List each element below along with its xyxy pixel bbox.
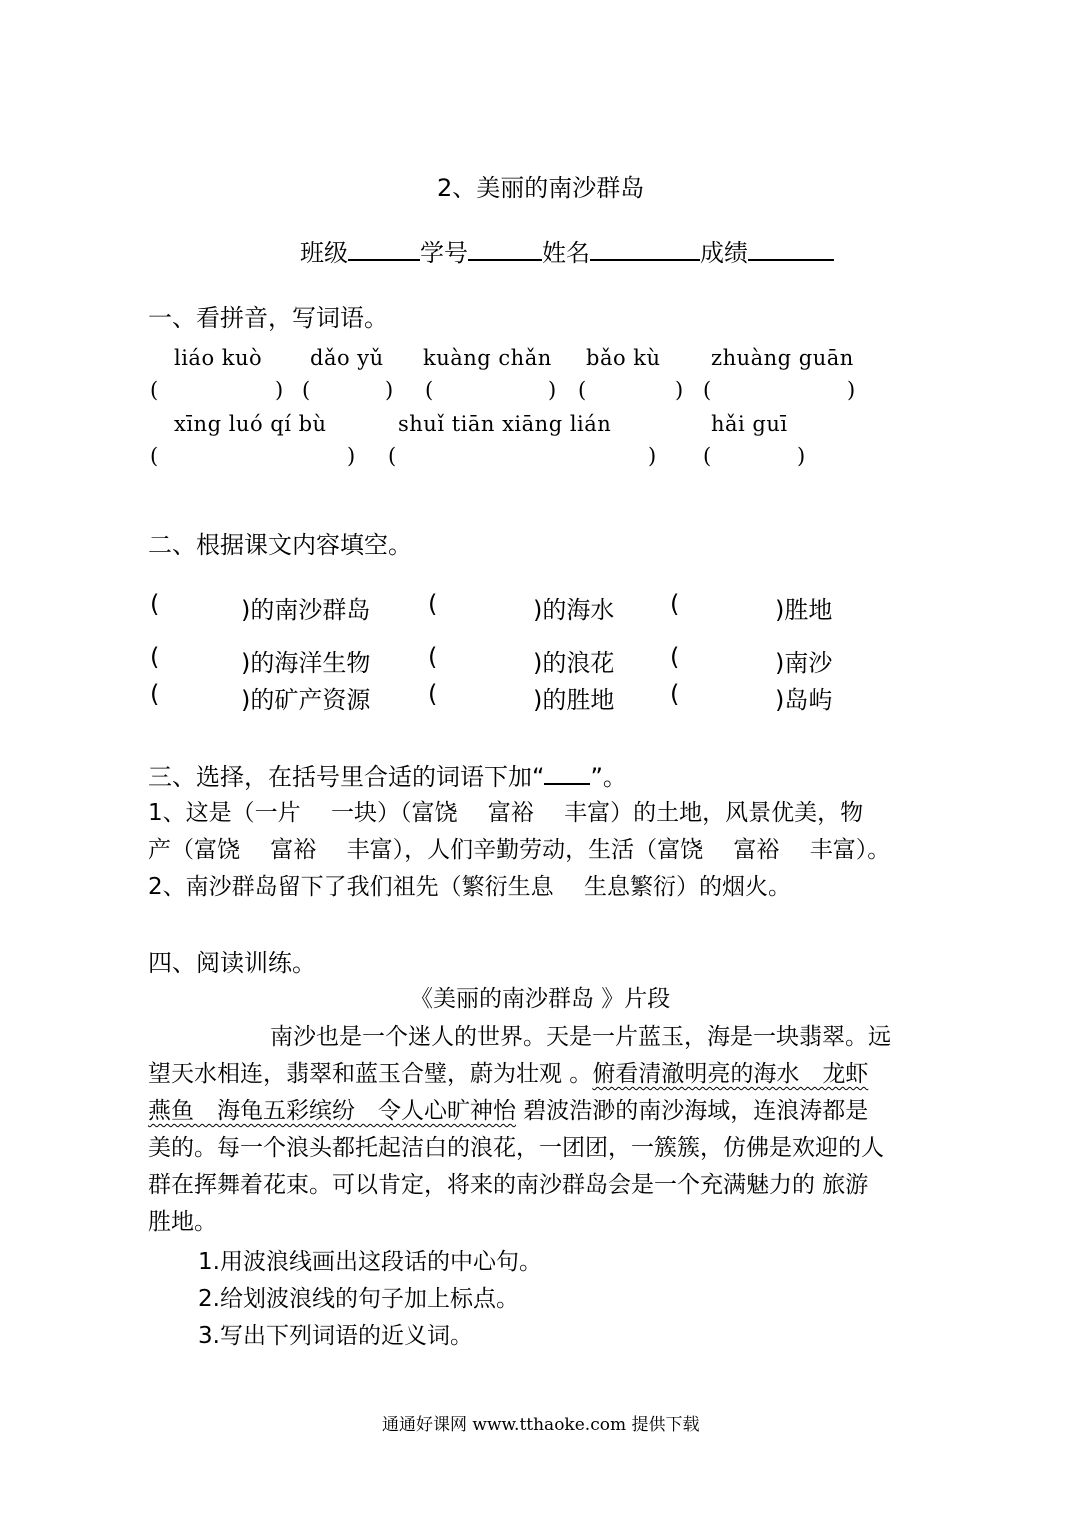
- fill-item: )的海洋生物: [241, 649, 371, 677]
- fill-item: )岛屿: [775, 686, 833, 714]
- fill-item: )的浪花: [533, 649, 615, 677]
- question-line: 2、南沙群岛留下了我们祖先（繁衍生息 生息繁衍）的烟火。: [148, 874, 791, 900]
- fill-item-text: 的胜地: [542, 686, 615, 714]
- section1-heading: 一、看拼音，写词语。: [148, 304, 388, 332]
- fill-item: )的胜地: [533, 686, 615, 714]
- fill-item-text: 的南沙群岛: [250, 596, 371, 624]
- fill-item-text: 胜地: [784, 596, 833, 624]
- answer-paren-open: (: [703, 378, 712, 402]
- fill-paren: (: [150, 643, 160, 671]
- answer-paren-open: (: [578, 378, 587, 402]
- answer-paren-close: ): [347, 444, 356, 468]
- fill-paren: (: [670, 680, 680, 708]
- section4-heading: 四、阅读训练。: [148, 949, 316, 977]
- fill-paren: (: [670, 590, 680, 618]
- wavy-sentence: 俯看清澈明亮的海水 龙虾: [592, 1061, 869, 1087]
- section3-heading-post: ”。: [590, 763, 627, 791]
- passage-text: 碧波浩渺的南沙海域，连浪涛都是: [516, 1098, 869, 1124]
- reading-question: 2.给划波浪线的句子加上标点。: [198, 1286, 519, 1312]
- fill-item-text: 岛屿: [784, 686, 833, 714]
- fill-paren: (: [428, 680, 438, 708]
- wavy-sentence: 燕鱼 海龟五彩缤纷 令人心旷神怡: [148, 1098, 516, 1124]
- section3-heading-pre: 三、选择，在括号里合适的词语下加“: [148, 763, 545, 791]
- answer-paren-close: ): [797, 444, 806, 468]
- fill-item-text: 的海洋生物: [250, 649, 371, 677]
- question-line: 产（富饶 富裕 丰富），人们辛勤劳动，生活（富饶 富裕 丰富）。: [148, 837, 891, 863]
- student-info-line: [300, 233, 834, 268]
- class-label: 班级: [300, 239, 348, 267]
- name-label: 姓名: [542, 239, 590, 267]
- passage-line: 美的。每一个浪头都托起洁白的浪花，一团团，一簇簇，仿佛是欢迎的人: [148, 1135, 884, 1161]
- score-blank[interactable]: [748, 237, 834, 261]
- fill-item: )的南沙群岛: [241, 596, 371, 624]
- underline-sample: [544, 765, 590, 785]
- fill-item: )南沙: [775, 649, 833, 677]
- fill-item: )胜地: [775, 596, 833, 624]
- fill-item-text: 南沙: [784, 649, 833, 677]
- answer-paren-open: (: [150, 378, 159, 402]
- pinyin-item: xīng luó qí bù: [174, 412, 327, 436]
- question-line: 1、这是（一片 一块）（富饶 富裕 丰富）的土地，风景优美，物: [148, 800, 864, 826]
- fill-item-text: 的海水: [542, 596, 615, 624]
- fill-paren: (: [150, 590, 160, 618]
- number-blank[interactable]: [468, 237, 542, 261]
- answer-paren-close: ): [548, 378, 557, 402]
- section2-heading: 二、根据课文内容填空。: [148, 531, 412, 559]
- answer-paren-open: (: [150, 444, 159, 468]
- page-title: 2、美丽的南沙群岛: [437, 174, 645, 202]
- pinyin-item: dǎo yǔ: [310, 346, 384, 370]
- passage-text: 望天水相连，翡翠和蓝玉合璧，蔚为壮观 。: [148, 1061, 593, 1087]
- reading-question: 1.用波浪线画出这段话的中心句。: [198, 1249, 542, 1275]
- passage-title: 《美丽的南沙群岛 》片段: [410, 986, 671, 1012]
- answer-paren-close: ): [675, 378, 684, 402]
- answer-paren-open: (: [425, 378, 434, 402]
- reading-question: 3.写出下列词语的近义词。: [198, 1323, 473, 1349]
- pinyin-item: hǎi guī: [711, 412, 788, 436]
- class-blank[interactable]: [348, 237, 420, 261]
- fill-item-text: 的浪花: [542, 649, 615, 677]
- answer-paren-close: ): [648, 444, 657, 468]
- answer-paren-close: ): [385, 378, 394, 402]
- passage-line: [148, 1092, 868, 1125]
- answer-paren-close: ): [275, 378, 284, 402]
- fill-paren: (: [150, 680, 160, 708]
- footer-text: 通通好课网 www.tthaoke.com 提供下载: [382, 1415, 700, 1435]
- pinyin-item: zhuàng guān: [711, 346, 854, 370]
- fill-paren: (: [428, 643, 438, 671]
- passage-line: 群在挥舞着花束。可以肯定，将来的南沙群岛会是一个充满魅力的 旅游: [148, 1172, 869, 1198]
- number-label: 学号: [420, 239, 468, 267]
- answer-paren-open: (: [388, 444, 397, 468]
- score-label: 成绩: [700, 239, 748, 267]
- fill-item: )的矿产资源: [241, 686, 371, 714]
- pinyin-item: shuǐ tiān xiāng lián: [398, 412, 612, 436]
- fill-paren: (: [670, 643, 680, 671]
- pinyin-item: kuàng chǎn: [423, 346, 552, 370]
- answer-paren-close: ): [847, 378, 856, 402]
- pinyin-item: liáo kuò: [174, 346, 263, 370]
- fill-item: )的海水: [533, 596, 615, 624]
- passage-line: [148, 1055, 868, 1088]
- passage-line: 胜地。: [148, 1209, 217, 1235]
- fill-item-text: 的矿产资源: [250, 686, 371, 714]
- name-blank[interactable]: [590, 237, 700, 261]
- fill-paren: (: [428, 590, 438, 618]
- section3-heading: [148, 757, 627, 792]
- passage-line: 南沙也是一个迷人的世界。天是一片蓝玉，海是一块翡翠。远: [270, 1024, 891, 1050]
- answer-paren-open: (: [302, 378, 311, 402]
- answer-paren-open: (: [703, 444, 712, 468]
- pinyin-item: bǎo kù: [586, 346, 661, 370]
